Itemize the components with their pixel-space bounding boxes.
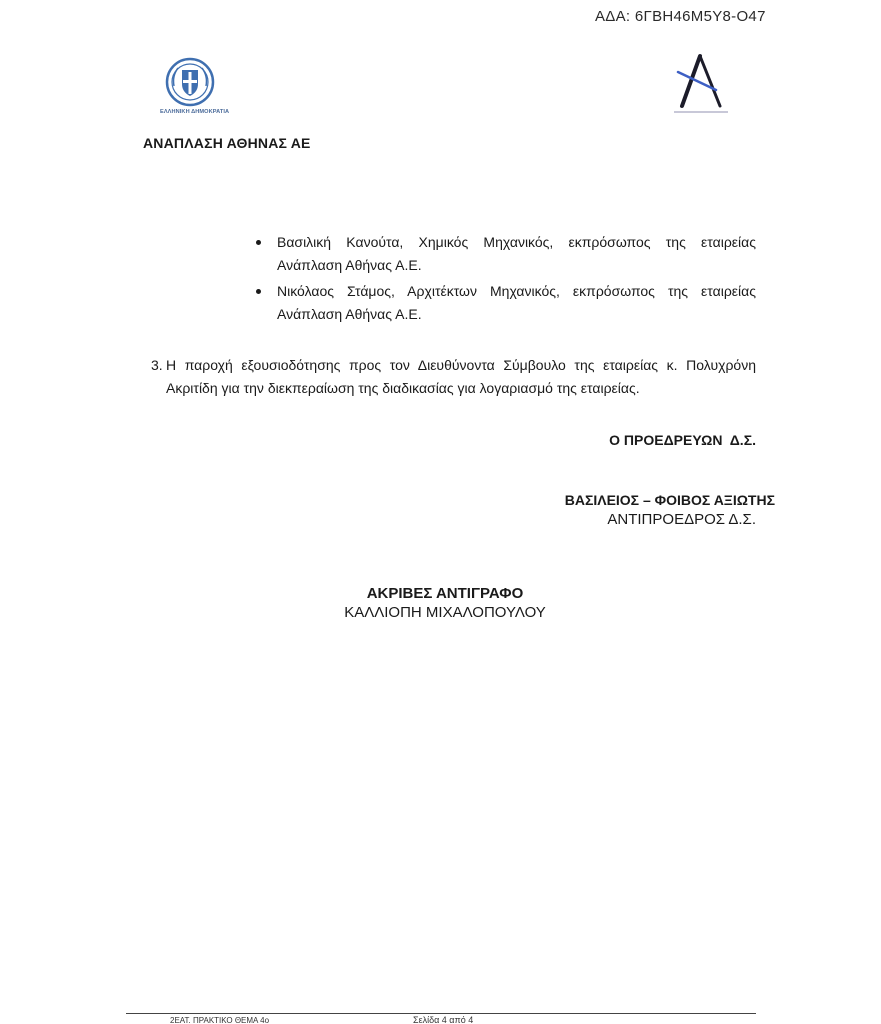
footer-document-ref: 2ΕΑΤ. ΠΡΑΚΤΙΚΟ ΘΕΜΑ 4ο bbox=[170, 1016, 270, 1024]
anaplasi-logo-caption-line bbox=[674, 111, 728, 113]
list-item bbox=[256, 231, 756, 277]
list-item bbox=[256, 280, 756, 326]
footer-page-number: Σελίδα 4 από 4 bbox=[413, 1015, 474, 1024]
greek-republic-caption: ΕΛΛΗΝΙΚΗ ΔΗΜΟΚΡΑΤΙΑ bbox=[160, 109, 230, 115]
representatives-list bbox=[256, 231, 756, 329]
certified-copy-name: ΚΑΛΛΙΟΠΗ ΜΙΧΑΛΟΠΟΥΛΟΥ bbox=[344, 604, 546, 621]
list-item-text: Νικόλαος Στάμος, Αρχιτέκτων Μηχανικός, εκπρόσωπος της εταιρείας Ανάπλαση Αθήνας Α.Ε. bbox=[277, 283, 756, 322]
president-label: Ο ΠΡΟΕΔΡΕΥΩΝ Δ.Σ. bbox=[609, 432, 756, 448]
list-item-text: Βασιλική Κανούτα, Χημικός Μηχανικός, εκπρόσωπος της εταιρείας Ανάπλαση Αθήνας Α.Ε. bbox=[277, 234, 756, 273]
item-text: Η παροχή εξουσιοδότησης προς τον Διευθύνοντα Σύμβουλο της εταιρείας κ. Πολυχρόνη Ακριτίδη για την διεκπεραίωση της διαδικασίας για λογαριασμό της εταιρείας. bbox=[166, 357, 756, 396]
greek-republic-logo bbox=[160, 56, 240, 120]
bullet-icon bbox=[256, 289, 261, 294]
greek-republic-seal-icon bbox=[164, 56, 216, 108]
ada-code: ΑΔΑ: 6ΓΒΗ46Μ5Υ8-Ο47 bbox=[595, 8, 766, 25]
organization-title: ΑΝΑΠΛΑΣΗ ΑΘΗΝΑΣ ΑΕ bbox=[143, 135, 311, 151]
item-number: 3. bbox=[151, 357, 163, 373]
bullet-icon bbox=[256, 240, 261, 245]
signer-role: ΑΝΤΙΠΡΟΕΔΡΟΣ Δ.Σ. bbox=[607, 511, 756, 528]
signer-name: ΒΑΣΙΛΕΙΟΣ – ΦΟΙΒΟΣ ΑΞΙΩΤΗΣ bbox=[564, 492, 775, 508]
anaplasi-athinas-logo bbox=[668, 50, 734, 120]
numbered-item-3 bbox=[151, 354, 756, 400]
anaplasi-athinas-logo-icon bbox=[668, 50, 734, 110]
certified-copy-title: ΑΚΡΙΒΕΣ ΑΝΤΙΓΡΑΦΟ bbox=[366, 585, 524, 602]
footer-divider bbox=[126, 1013, 756, 1014]
